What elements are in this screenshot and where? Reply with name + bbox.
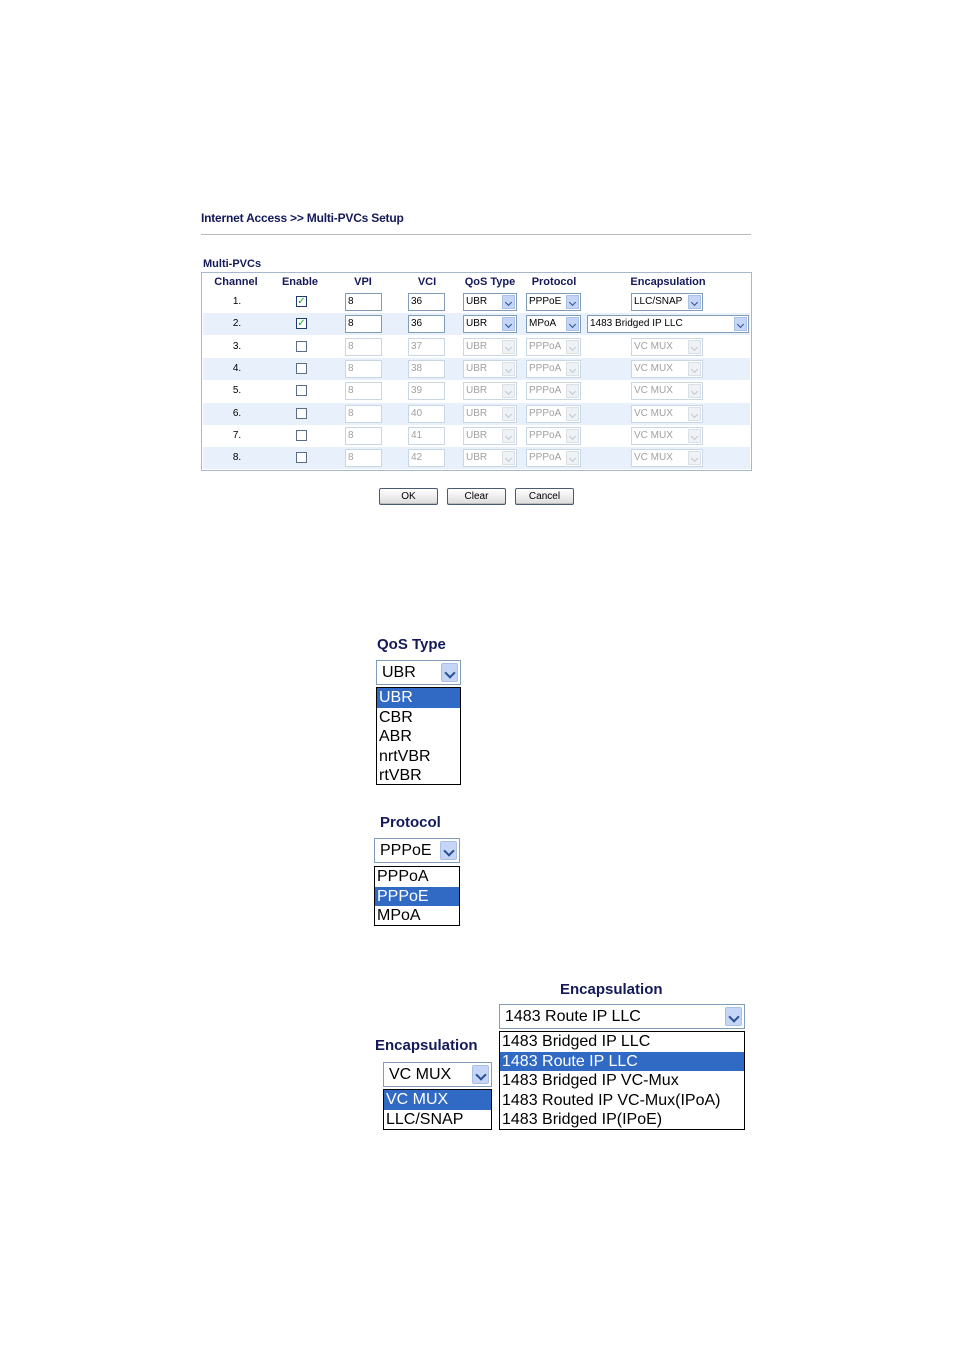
ok-button[interactable]: OK — [379, 488, 438, 505]
vci-input[interactable]: 36 — [408, 315, 445, 333]
enable-checkbox[interactable] — [296, 408, 307, 419]
qos-type-select[interactable] — [463, 338, 517, 356]
chevron-down-icon[interactable] — [502, 317, 515, 331]
enable-checkbox[interactable] — [296, 341, 307, 352]
protocol-option[interactable]: PPPoE — [375, 887, 459, 907]
chevron-down-icon[interactable] — [472, 1065, 489, 1084]
protocol-value: PPPoA — [529, 385, 562, 397]
encapsulation-ppp-selected-value: VC MUX — [389, 1066, 452, 1083]
qos-type-option[interactable]: ABR — [379, 728, 412, 745]
table-row — [203, 313, 750, 335]
protocol-select[interactable] — [374, 838, 460, 863]
clear-button[interactable]: Clear — [447, 488, 506, 505]
chevron-down-icon[interactable] — [566, 451, 579, 465]
encapsulation-select[interactable] — [631, 382, 703, 400]
chevron-down-icon[interactable] — [688, 384, 701, 398]
table-header — [202, 273, 751, 291]
column-header-vpi: VPI — [354, 276, 372, 288]
vpi-input[interactable]: 8 — [345, 405, 382, 423]
qos-type-value: UBR — [466, 340, 488, 352]
channel-number: 6. — [232, 407, 242, 419]
encapsulation-select[interactable] — [631, 427, 703, 445]
channel-number: 8. — [232, 452, 242, 464]
protocol-value: PPPoA — [529, 362, 562, 374]
qos-type-select[interactable] — [463, 293, 517, 311]
encapsulation-value: VC MUX — [634, 385, 673, 397]
protocol-select[interactable] — [526, 315, 581, 333]
chevron-down-icon[interactable] — [688, 362, 701, 376]
multi-pvc-table — [201, 272, 752, 471]
vpi-input[interactable]: 8 — [345, 449, 382, 467]
protocol-select[interactable] — [526, 360, 581, 378]
column-header-channel: Channel — [214, 276, 258, 288]
channel-number: 1. — [232, 296, 242, 307]
vci-input[interactable]: 41 — [408, 427, 445, 445]
chevron-down-icon[interactable] — [440, 841, 457, 860]
qos-type-select[interactable] — [463, 382, 517, 400]
encapsulation-mpoa-selected-value: 1483 Route IP LLC — [505, 1008, 641, 1025]
chevron-down-icon[interactable] — [502, 407, 515, 421]
encapsulation-mpoa-label: Encapsulation — [560, 981, 663, 998]
encapsulation-mpoa-options-list — [499, 1031, 745, 1130]
chevron-down-icon[interactable] — [502, 429, 515, 443]
protocol-value: PPPoA — [529, 340, 562, 352]
protocol-option[interactable]: PPPoA — [377, 868, 429, 885]
column-header-qos-type: QoS Type — [464, 276, 516, 288]
qos-type-select[interactable] — [463, 360, 517, 378]
qos-type-value: UBR — [466, 318, 488, 330]
qos-type-option[interactable]: UBR — [377, 688, 460, 708]
protocol-select[interactable] — [526, 338, 581, 356]
vci-input[interactable]: 38 — [408, 360, 445, 378]
enable-checkbox[interactable] — [296, 430, 307, 441]
breadcrumb-divider — [201, 234, 751, 235]
protocol-select[interactable] — [526, 382, 581, 400]
chevron-down-icon[interactable] — [502, 384, 515, 398]
column-header-protocol: Protocol — [531, 276, 577, 288]
channel-number: 3. — [232, 340, 242, 352]
channel-number: 7. — [232, 429, 242, 441]
table-row — [203, 336, 750, 358]
chevron-down-icon[interactable] — [502, 362, 515, 376]
encapsulation-mpoa-option[interactable]: 1483 Routed IP VC-Mux(IPoA) — [502, 1091, 721, 1109]
encapsulation-ppp-option[interactable]: LLC/SNAP — [386, 1110, 464, 1128]
encapsulation-value: LLC/SNAP — [634, 296, 683, 307]
encapsulation-value: VC MUX — [634, 362, 673, 374]
protocol-options-list — [374, 866, 460, 926]
protocol-select[interactable] — [526, 405, 581, 423]
qos-type-label: QoS Type — [377, 636, 446, 653]
table-row — [203, 380, 750, 402]
protocol-value: PPPoA — [529, 407, 562, 419]
cancel-button[interactable]: Cancel — [515, 488, 574, 505]
protocol-select[interactable] — [526, 449, 581, 467]
qos-type-select[interactable] — [376, 660, 461, 685]
encapsulation-mpoa-option[interactable]: 1483 Bridged IP VC-Mux — [502, 1072, 679, 1089]
table-row — [203, 447, 750, 469]
encapsulation-mpoa-option[interactable]: 1483 Route IP LLC — [500, 1052, 744, 1072]
vci-input[interactable]: 36 — [408, 293, 445, 311]
qos-type-option[interactable]: rtVBR — [379, 767, 422, 784]
enable-checkbox[interactable] — [296, 385, 307, 396]
chevron-down-icon[interactable] — [688, 340, 701, 354]
chevron-down-icon[interactable] — [502, 451, 515, 465]
qos-type-select[interactable] — [463, 449, 517, 467]
vci-input[interactable]: 40 — [408, 405, 445, 423]
qos-type-value: UBR — [466, 429, 488, 441]
protocol-value: PPPoA — [529, 452, 562, 464]
vci-input[interactable]: 39 — [408, 382, 445, 400]
chevron-down-icon[interactable] — [688, 451, 701, 465]
qos-type-options-list — [376, 687, 461, 785]
qos-type-value: UBR — [466, 385, 488, 397]
chevron-down-icon[interactable] — [566, 317, 579, 331]
enable-checkbox[interactable]: ✓ — [297, 318, 306, 330]
chevron-down-icon[interactable] — [502, 295, 515, 309]
vpi-input[interactable]: 8 — [345, 338, 382, 356]
encapsulation-value: VC MUX — [634, 452, 673, 464]
encapsulation-ppp-option[interactable]: VC MUX — [384, 1090, 491, 1110]
vpi-input[interactable]: 8 — [345, 360, 382, 378]
channel-number: 5. — [232, 385, 242, 397]
vci-input[interactable]: 37 — [408, 338, 445, 356]
table-row — [203, 425, 750, 447]
vpi-input[interactable]: 8 — [345, 315, 382, 333]
chevron-down-icon[interactable] — [566, 340, 579, 354]
vci-input[interactable]: 42 — [408, 449, 445, 467]
chevron-down-icon[interactable] — [566, 295, 579, 309]
section-title: Multi-PVCs — [203, 258, 262, 270]
protocol-value: MPoA — [529, 318, 557, 330]
column-header-encapsulation: Encapsulation — [630, 276, 706, 288]
protocol-select[interactable] — [526, 427, 581, 445]
column-header-enable: Enable — [281, 276, 319, 288]
encapsulation-select[interactable] — [631, 338, 703, 356]
chevron-down-icon[interactable] — [688, 407, 701, 421]
vpi-input[interactable]: 8 — [345, 293, 382, 311]
qos-type-value: UBR — [466, 362, 488, 374]
qos-type-select[interactable] — [463, 427, 517, 445]
table-row — [203, 358, 750, 380]
enable-checkbox[interactable]: ✓ — [297, 296, 306, 307]
chevron-down-icon[interactable] — [688, 295, 701, 309]
column-header-vci: VCI — [417, 276, 437, 288]
protocol-option[interactable]: MPoA — [377, 907, 421, 924]
encapsulation-select[interactable] — [631, 449, 703, 467]
vpi-input[interactable]: 8 — [345, 382, 382, 400]
chevron-down-icon[interactable] — [734, 317, 747, 331]
chevron-down-icon[interactable] — [502, 340, 515, 354]
encapsulation-value: VC MUX — [634, 340, 673, 352]
chevron-down-icon[interactable] — [441, 663, 458, 682]
qos-type-option[interactable]: CBR — [379, 708, 413, 726]
protocol-label: Protocol — [380, 814, 441, 831]
table-row — [203, 403, 750, 425]
protocol-selected-value: PPPoE — [380, 842, 432, 859]
encapsulation-value: VC MUX — [634, 429, 673, 441]
encapsulation-mpoa-option[interactable]: 1483 Bridged IP(IPoE) — [502, 1111, 663, 1128]
qos-type-value: UBR — [466, 296, 488, 307]
chevron-down-icon[interactable] — [566, 362, 579, 376]
qos-type-option[interactable]: nrtVBR — [379, 747, 431, 765]
protocol-select[interactable] — [526, 293, 581, 311]
chevron-down-icon[interactable] — [725, 1007, 742, 1026]
chevron-down-icon[interactable] — [566, 407, 579, 421]
qos-type-selected-value: UBR — [382, 664, 416, 681]
encapsulation-mpoa-option[interactable]: 1483 Bridged IP LLC — [502, 1033, 651, 1050]
chevron-down-icon[interactable] — [566, 384, 579, 398]
qos-type-select[interactable] — [463, 315, 517, 333]
encapsulation-ppp-label: Encapsulation — [375, 1037, 478, 1054]
protocol-value: PPPoA — [529, 429, 562, 441]
encapsulation-value: VC MUX — [634, 407, 673, 419]
enable-checkbox[interactable] — [296, 363, 307, 374]
encapsulation-select[interactable] — [631, 293, 703, 311]
vpi-input[interactable]: 8 — [345, 427, 382, 445]
encapsulation-select[interactable] — [631, 405, 703, 423]
channel-number: 4. — [232, 362, 242, 374]
encapsulation-select[interactable] — [587, 315, 749, 333]
encapsulation-mpoa-select[interactable] — [499, 1004, 745, 1029]
chevron-down-icon[interactable] — [566, 429, 579, 443]
enable-checkbox[interactable] — [296, 452, 307, 463]
qos-type-value: UBR — [466, 452, 488, 464]
encapsulation-select[interactable] — [631, 360, 703, 378]
protocol-value: PPPoE — [529, 296, 562, 307]
table-row — [203, 291, 750, 313]
breadcrumb: Internet Access >> Multi-PVCs Setup — [201, 211, 404, 225]
qos-type-select[interactable] — [463, 405, 517, 423]
encapsulation-value: 1483 Bridged IP LLC — [590, 318, 683, 330]
channel-number: 2. — [232, 318, 242, 330]
encapsulation-ppp-select[interactable] — [383, 1062, 492, 1087]
qos-type-value: UBR — [466, 407, 488, 419]
chevron-down-icon[interactable] — [688, 429, 701, 443]
encapsulation-ppp-options-list — [383, 1089, 492, 1130]
